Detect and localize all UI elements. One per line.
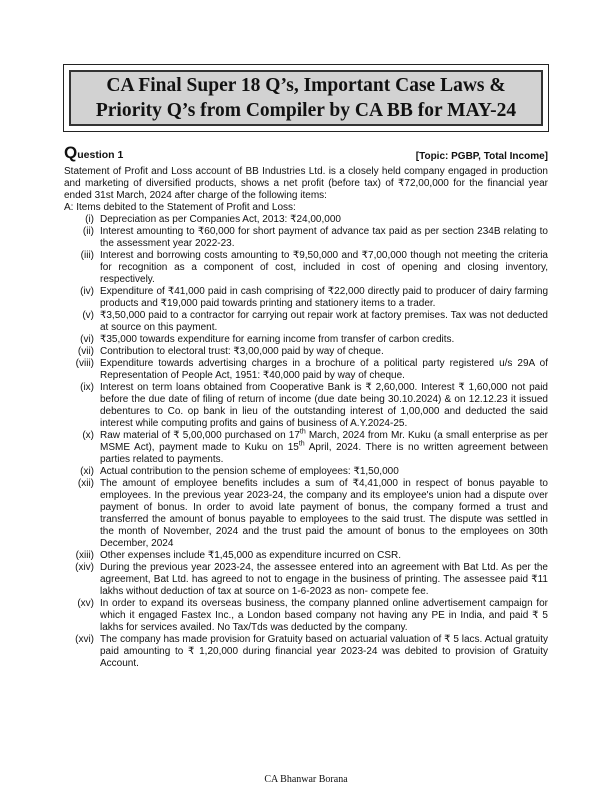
question-label-rest: uestion 1	[77, 149, 124, 161]
item-number: (iii)	[80, 250, 94, 261]
item-text: Expenditure towards advertising charges in a brochure of a political party registered u/s 29A of Representation of People Act, 1951: ₹40,000 paid by way of cheque.	[100, 358, 548, 381]
item-text: Expenditure of ₹41,000 paid in cash comprising of ₹22,000 directly paid to producer of dairy farming products and ₹19,000 paid towards printing and stationery items to a trader.	[100, 286, 548, 309]
item-number: (v)	[82, 310, 94, 321]
question-label	[64, 143, 123, 163]
item-text: Interest amounting to ₹60,000 for short payment of advance tax paid as per section 234B relating to the assessment year 2022-23.	[100, 226, 548, 249]
question-body	[64, 166, 548, 670]
item-text: Contribution to electoral trust: ₹3,00,000 paid by way of cheque.	[100, 346, 384, 357]
item-text-part: April, 2024. There is no written agreement between parties related to payments.	[100, 442, 548, 465]
item-list	[64, 214, 548, 670]
item-text: Interest and borrowing costs amounting to ₹9,50,000 and ₹7,00,000 though not meeting the criteria for recognition as a component of cost, included in cost of opening and closing inventory, respectively.	[100, 250, 548, 285]
item-text: Interest on term loans obtained from Cooperative Bank is ₹ 2,60,000. Interest ₹ 1,60,000 not paid before the due date of filing of return of income (due date being 30.10.2024) & on 12.12.23 it issued debentures to Co. op bank in lieu of the outstanding interest of 1,00,000 and deducted the said interest while computing profits and gains of business of A.Y.2024-25.	[100, 382, 548, 429]
item-number: (xiii)	[75, 550, 94, 561]
item-text: During the previous year 2023-24, the assessee entered into an agreement with Bat Ltd. As per the agreement, Bat Ltd. has agreed to not to engage in the business of printing. The assessee paid ₹11 lakhs without deduction of tax at source on 1-6-2023 as non- compete fee.	[100, 562, 548, 597]
item-text: The amount of employee benefits includes a sum of ₹4,41,000 in respect of bonus payable to employees. In the previous year 2023-24, the company and its employee's union had a dispute over payment of bonus. In order to avoid late payment of bonus, the company formed a trust and transferred the amount of bonus payable to employees to the said trust. The dispute was settled in the month of November, 2024 and the trust paid the amount of bonus to the employees on 30th December, 2024	[100, 478, 548, 549]
list-item	[64, 346, 548, 358]
item-number: (ix)	[80, 382, 94, 393]
item-text: Actual contribution to the pension scheme of employees: ₹1,50,000	[100, 466, 399, 477]
item-number: (iv)	[80, 286, 94, 297]
question-intro: Statement of Profit and Loss account of BB Industries Ltd. is a closely held company engaged in production and marketing of diversified products, shows a net profit (before tax) of ₹72,00,000 for the financial year ended 31st March, 2024 after charge of the following items:	[64, 166, 548, 201]
item-text: ₹35,000 towards expenditure for earning income from transfer of carbon credits.	[100, 334, 455, 345]
item-text: ₹3,50,000 paid to a contractor for carrying out repair work at factory premises. Tax was not deducted at source on this payment.	[100, 310, 548, 333]
item-number: (viii)	[75, 358, 94, 369]
item-text-part: March, 2024 from Mr. Kuku (a small enterprise as per MSME Act), payment made to Kuku on 15	[100, 430, 548, 453]
list-item	[64, 466, 548, 478]
item-text: Other expenses include ₹1,45,000 as expenditure incurred on CSR.	[100, 550, 401, 561]
item-number: (x)	[82, 430, 94, 441]
title-line-2: Priority Q’s from Compiler by CA BB for MAY-24	[95, 100, 517, 121]
item-number: (xiv)	[75, 562, 94, 573]
question-topic: [Topic: PGBP, Total Income]	[415, 151, 548, 162]
title-box	[63, 64, 549, 132]
item-number: (xi)	[80, 466, 94, 477]
list-item	[64, 478, 548, 550]
list-item	[64, 430, 548, 466]
section-a-heading: A: Items debited to the Statement of Profit and Loss:	[64, 202, 296, 213]
page-footer: CA Bhanwar Borana	[264, 774, 348, 785]
item-number: (vi)	[80, 334, 94, 345]
list-item	[64, 334, 548, 346]
list-item	[64, 562, 548, 598]
item-number: (xv)	[77, 598, 94, 609]
list-item	[64, 634, 548, 670]
list-item	[64, 286, 548, 310]
item-number: (ii)	[82, 226, 94, 237]
item-number: (xii)	[77, 478, 94, 489]
item-number: (i)	[85, 214, 94, 225]
list-item	[64, 310, 548, 334]
item-number: (vii)	[77, 346, 94, 357]
title-box-inner	[69, 70, 543, 126]
question-initial: Q	[64, 143, 78, 162]
list-item	[64, 598, 548, 634]
item-text: The company has made provision for Gratuity based on actuarial valuation of ₹ 5 lacs. Actual gratuity paid amounting to ₹ 1,20,000 during financial year 2023-24 was debited to provision of Gratuity Account.	[100, 634, 548, 669]
item-text	[100, 430, 548, 466]
item-number: (xvi)	[75, 634, 94, 645]
list-item	[64, 358, 548, 382]
item-text: In order to expand its overseas business, the company planned online advertisement campaign for which it engaged Fastex Inc., a London based company not having any PE in India, and paid ₹ 5 lakhs for services availed. No Tax/Tds was deducted by the company.	[100, 598, 548, 633]
ordinal-suffix: th	[299, 428, 306, 436]
item-text: Depreciation as per Companies Act, 2013: ₹24,00,000	[100, 214, 341, 225]
item-text-part: Raw material of ₹ 5,00,000 purchased on 17	[100, 430, 300, 441]
title-line-1: CA Final Super 18 Q’s, Important Case Laws &	[106, 75, 506, 96]
list-item	[64, 226, 548, 250]
list-item	[64, 214, 548, 226]
list-item	[64, 550, 548, 562]
ordinal-suffix: th	[298, 440, 305, 448]
question-header	[64, 145, 548, 163]
list-item	[64, 382, 548, 430]
list-item	[64, 250, 548, 286]
